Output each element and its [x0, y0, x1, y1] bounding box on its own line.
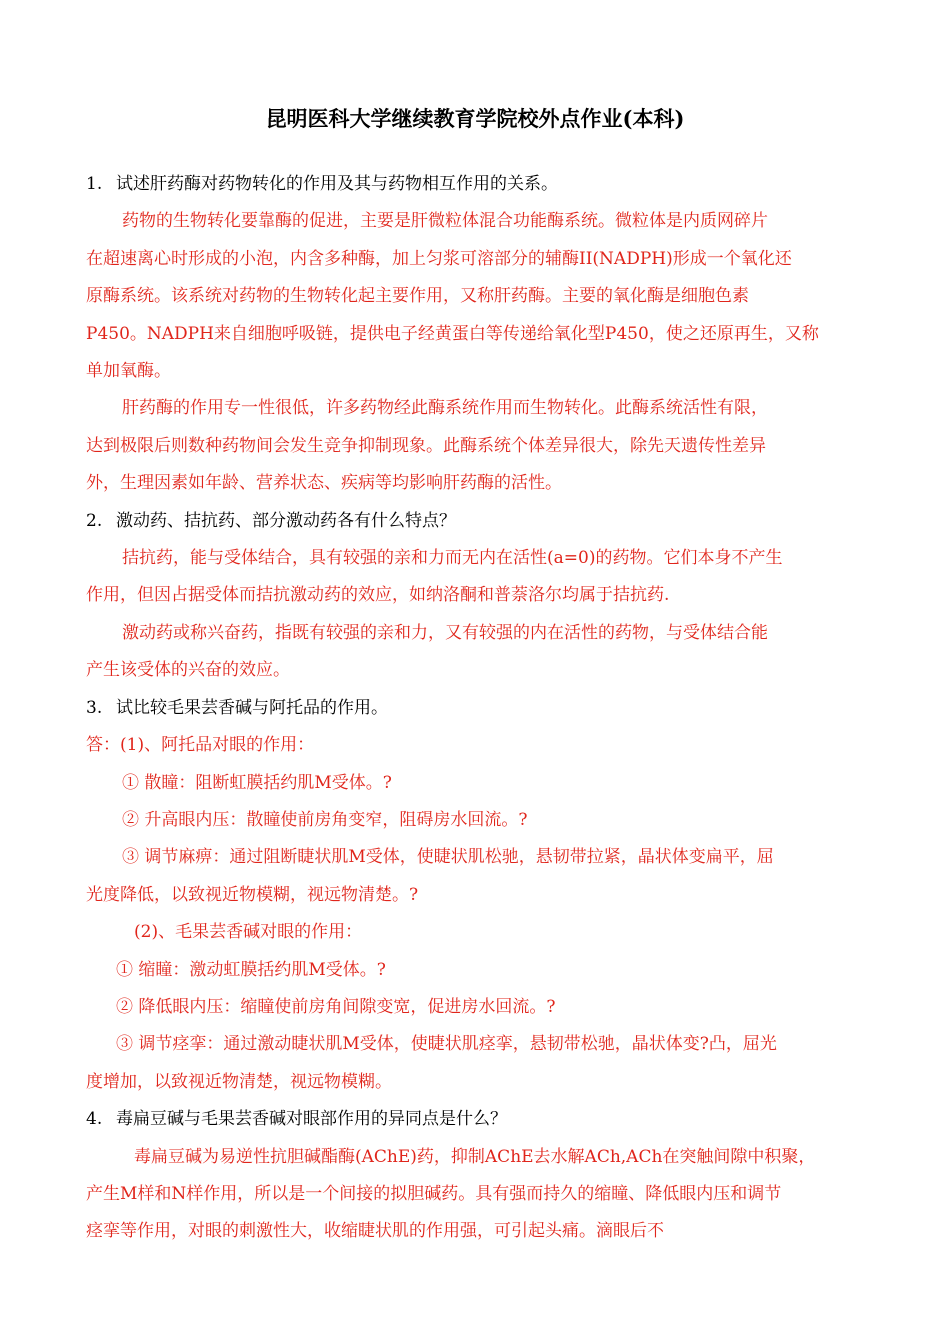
answer-line: 原酶系统。该系统对药物的生物转化起主要作用，又称肝药酶。主要的氧化酶是细胞色素 [86, 286, 749, 307]
answer-line: 肝药酶的作用专一性很低，许多药物经此酶系统作用而生物转化。此酶系统活性有限， [122, 398, 768, 419]
question-4 [86, 1101, 870, 1138]
answer-line: 单加氧酶。 [86, 361, 171, 382]
answer-line: 作用，但因占据受体而拮抗激动药的效应，如纳洛酮和普萘洛尔均属于拮抗药. [86, 585, 670, 606]
question-number: 3. [86, 697, 103, 718]
document-body [86, 166, 870, 1251]
answer-line: 在超速离心时形成的小泡，内含多种酶，加上匀浆可溶部分的辅酶II(NADPH)形成一个氧化还 [86, 248, 792, 269]
answer-line: 药物的生物转化要靠酶的促进，主要是肝微粒体混合功能酶系统。微粒体是内质网碎片 [122, 211, 768, 232]
question-3 [86, 690, 870, 727]
question-number: 4. [86, 1109, 103, 1130]
answer-line: ① 缩瞳：激动虹膜括约肌M受体。? [116, 959, 386, 980]
answer-line: 产生M样和N样作用，所以是一个间接的拟胆碱药。具有强而持久的缩瞳、降低眼内压和调节 [86, 1183, 782, 1204]
answer-line: 光度降低，以致视近物模糊，视远物清楚。? [86, 884, 419, 905]
answer-line: 拮抗药，能与受体结合，具有较强的亲和力而无内在活性(a=0)的药物。它们本身不产生 [122, 548, 783, 569]
question-2 [86, 503, 870, 540]
question-text: 试述肝药酶对药物转化的作用及其与药物相互作用的关系。 [116, 174, 558, 194]
question-number: 1. [86, 174, 103, 194]
answer-line: 痉挛等作用，对眼的刺激性大，收缩睫状肌的作用强，可引起头痛。滴眼后不 [86, 1221, 664, 1242]
answer-line: P450。NADPH来自细胞呼吸链，提供电子经黄蛋白等传递给氧化型P450，使之还原再生，又称 [86, 323, 819, 344]
answer-line: 激动药或称兴奋药，指既有较强的亲和力，又有较强的内在活性的药物，与受体结合能 [122, 622, 768, 643]
document-title: 昆明医科大学继续教育学院校外点作业(本科) [265, 106, 685, 131]
answer-line: 毒扁豆碱为易逆性抗胆碱酯酶(AChE)药，抑制AChE去水解ACh,ACh在突触间隙中积聚， [134, 1146, 816, 1167]
answer-line: ③ 调节麻痹：通过阻断睫状肌M受体，使睫状肌松驰，悬韧带拉紧，晶状体变扁平，屈 [122, 847, 774, 868]
answer-line: 达到极限后则数种药物间会发生竞争抑制现象。此酶系统个体差异很大，除先天遗传性差异 [86, 435, 766, 456]
answer-line: ① 散瞳：阻断虹膜括约肌M受体。? [122, 772, 392, 793]
question-text: 激动药、拮抗药、部分激动药各有什么特点？ [116, 510, 456, 531]
answer-line: ③ 调节痉挛：通过激动睫状肌M受体，使睫状肌痉挛，悬韧带松驰，晶状体变?凸，屈光 [116, 1034, 777, 1055]
question-1 [86, 166, 870, 203]
answer-line: ② 升高眼内压：散瞳使前房角变窄，阻碍房水回流。? [122, 809, 528, 830]
answer-line: ② 降低眼内压：缩瞳使前房角间隙变宽，促进房水回流。? [116, 996, 556, 1017]
answer-line: 外，生理因素如年龄、营养状态、疾病等均影响肝药酶的活性。 [86, 473, 562, 494]
answer-line: 度增加，以致视近物清楚，视远物模糊。 [86, 1071, 392, 1092]
answer-line: (2)、毛果芸香碱对眼的作用： [134, 922, 363, 943]
question-text: 试比较毛果芸香碱与阿托品的作用。 [116, 697, 388, 718]
answer-line: 产生该受体的兴奋的效应。 [86, 660, 290, 681]
question-text: 毒扁豆碱与毛果芸香碱对眼部作用的异同点是什么？ [116, 1109, 507, 1130]
answer-line: 答：(1)、阿托品对眼的作用： [86, 735, 315, 756]
question-number: 2. [86, 510, 103, 531]
